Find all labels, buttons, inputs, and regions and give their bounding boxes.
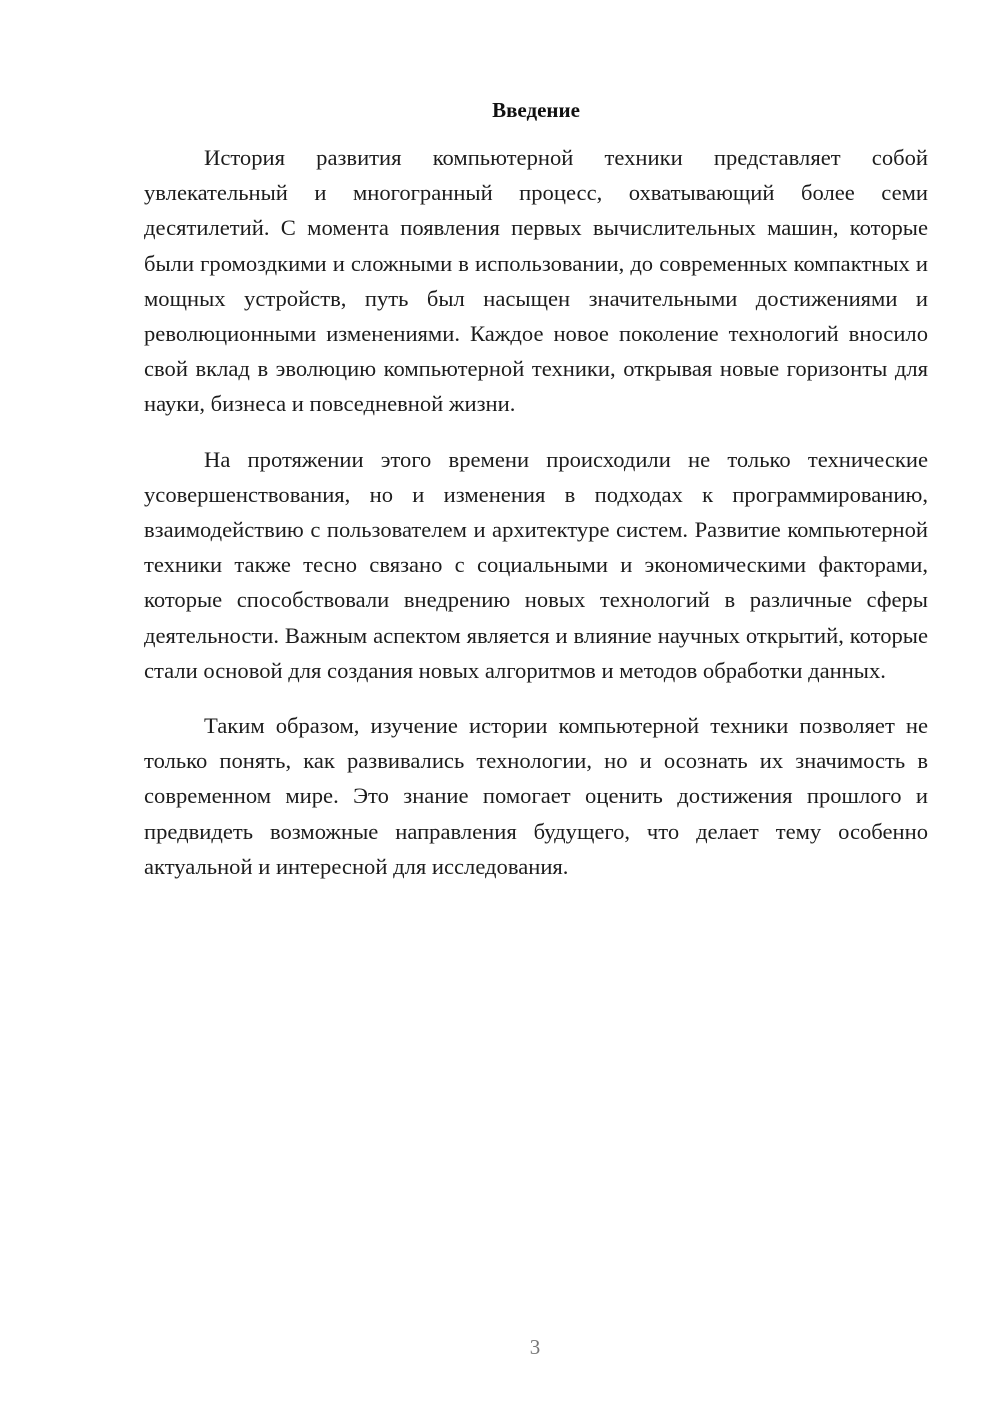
paragraph-1: История развития компьютерной техники представляет собой увлекательный и многогранный процесс, охватывающий более семи десятилетий. С момента появления первых вычислительных машин, которые были громоздкими и сложными в использовании, до современных компактных и мощных устройств, путь был насыщен значительными достижениями и революционными изменениями. Каждое новое поколение технологий вносило свой вклад в эволюцию компьютерной техники, открывая новые горизонты для науки, бизнеса и повседневной жизни. [144, 145, 928, 417]
paragraph-2: На протяжении этого времени происходили не только технические усовершенствования, но и изменения в подходах к программированию, взаимодействию с пользователем и архитектуре систем. Развитие компьютерной техники также тесно связано с социальными и экономическими факторами, которые способствовали внедрению новых технологий в различные сферы деятельности. Важным аспектом является и влияние научных открытий, которые стали основой для создания новых алгоритмов и методов обработки данных. [144, 446, 928, 683]
page-content [144, 92, 928, 884]
section-title: Введение [492, 98, 580, 122]
paragraph-3: Таким образом, изучение истории компьютерной техники позволяет не только понять, как развивались технологии, но и осознать их значимость в современном мире. Это знание помогает оценить достижения прошлого и предвидеть возможные направления будущего, что делает тему особенно актуальной и интересной для исследования. [144, 713, 928, 879]
page-number: 3 [529, 1335, 541, 1359]
